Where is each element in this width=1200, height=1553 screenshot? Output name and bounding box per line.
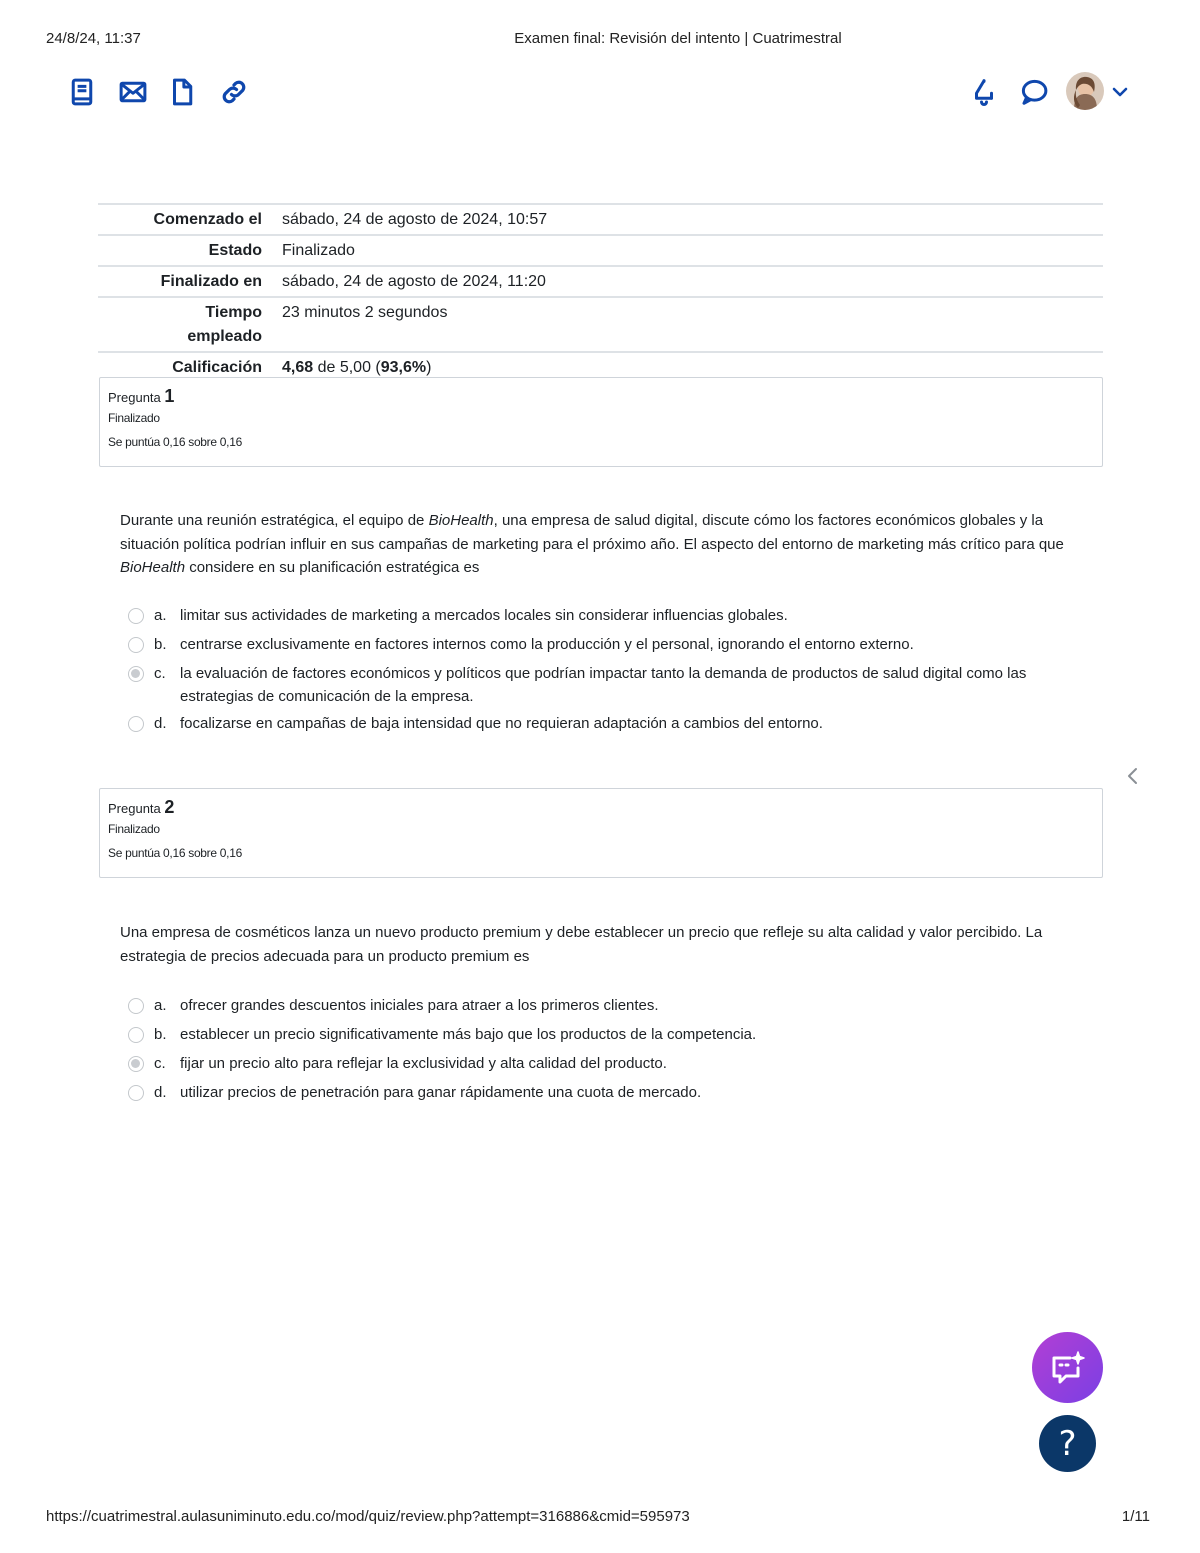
qtext-part: considere en su planificación estratégica es	[185, 559, 480, 576]
assistant-chat-button[interactable]	[1032, 1332, 1103, 1403]
attempt-summary-table	[98, 203, 1103, 382]
bell-icon[interactable]	[967, 75, 1001, 109]
question-label: Pregunta	[108, 801, 161, 816]
qtext-part: Durante una reunión estratégica, el equipo de	[120, 512, 429, 529]
grade-percent: 93,6%	[380, 359, 427, 376]
question-1-text	[120, 509, 1080, 580]
question-label: Pregunta	[108, 390, 161, 405]
summary-value: 23 minutos 2 segundos	[282, 304, 448, 321]
qtext-brand: BioHealth	[120, 559, 186, 576]
answer-radio[interactable]	[128, 1027, 144, 1043]
grade-score: 4,68	[282, 359, 314, 376]
answer-radio[interactable]	[128, 637, 144, 653]
question-2-text: Una empresa de cosméticos lanza un nuevo producto premium y debe establecer un precio que refleje su alta calidad y valor percibido. La estrategia de precios adecuada para un producto premium es	[120, 924, 1043, 965]
answer-option-selected	[128, 662, 1088, 708]
answer-option	[128, 1023, 1088, 1046]
question-grade: Se puntúa 0,16 sobre 0,16	[108, 846, 242, 860]
answer-radio[interactable]	[128, 998, 144, 1014]
answer-text: la evaluación de factores económicos y políticos que podrían impactar tanto la demanda de productos de salud digital como las estrategias de comunicación de la empresa.	[180, 665, 1027, 705]
print-footer	[0, 1506, 1200, 1528]
summary-label: Tiempo empleado	[187, 304, 262, 345]
chevron-left-icon[interactable]	[1124, 766, 1142, 786]
summary-row-time-taken	[98, 296, 1103, 351]
answer-letter: d.	[154, 1084, 167, 1101]
file-icon[interactable]	[165, 75, 199, 109]
print-header	[0, 28, 1200, 50]
summary-value: sábado, 24 de agosto de 2024, 11:20	[282, 273, 546, 290]
question-number	[108, 797, 1094, 818]
link-icon[interactable]	[217, 75, 251, 109]
answer-letter: c.	[154, 1055, 166, 1072]
print-title: Examen final: Revisión del intento | Cuatrimestral	[514, 30, 842, 47]
answer-option	[128, 633, 1088, 656]
grade-close: )	[426, 359, 432, 376]
summary-label: Comenzado el	[153, 211, 262, 228]
answer-letter: c.	[154, 665, 166, 682]
question-grade: Se puntúa 0,16 sobre 0,16	[108, 435, 242, 449]
summary-value: sábado, 24 de agosto de 2024, 10:57	[282, 211, 548, 228]
question-number	[108, 386, 1094, 407]
summary-label: Calificación	[172, 359, 262, 376]
grade-out-of: de 5,00 (	[313, 359, 381, 376]
question-1-answers	[128, 604, 1088, 735]
print-url: https://cuatrimestral.aulasuniminuto.edu.co/mod/quiz/review.php?attempt=316886&cmid=595973	[46, 1508, 690, 1525]
question-state: Finalizado	[108, 822, 160, 836]
answer-text: ofrecer grandes descuentos iniciales para atraer a los primeros clientes.	[180, 997, 659, 1014]
answer-option	[128, 1081, 1088, 1104]
question-2-info	[99, 788, 1103, 878]
print-datetime: 24/8/24, 11:37	[46, 30, 141, 47]
answer-text: centrarse exclusivamente en factores internos como la producción y el personal, ignorando el entorno externo.	[180, 636, 914, 653]
summary-label: Finalizado en	[160, 273, 262, 290]
summary-row-started	[98, 203, 1103, 234]
answer-letter: a.	[154, 607, 167, 624]
question-1-info	[99, 377, 1103, 467]
answer-letter: b.	[154, 1026, 167, 1043]
answer-text: focalizarse en campañas de baja intensidad que no requieran adaptación a cambios del entorno.	[180, 715, 823, 732]
answer-radio[interactable]	[128, 1085, 144, 1101]
question-state: Finalizado	[108, 411, 160, 425]
qtext-brand: BioHealth	[428, 512, 494, 529]
mail-icon[interactable]	[116, 75, 150, 109]
question-number-value: 1	[164, 386, 175, 406]
chat-bubble-icon[interactable]	[1017, 75, 1051, 109]
answer-text: establecer un precio significativamente más bajo que los productos de la competencia.	[180, 1026, 757, 1043]
answer-option	[128, 712, 1088, 735]
answer-text: utilizar precios de penetración para ganar rápidamente una cuota de mercado.	[180, 1084, 702, 1101]
help-question-icon: ?	[1058, 1423, 1077, 1464]
top-navbar	[0, 72, 1200, 116]
chat-sparkle-icon	[1048, 1348, 1088, 1388]
avatar[interactable]	[1066, 72, 1104, 110]
answer-letter: d.	[154, 715, 167, 732]
summary-value: Finalizado	[282, 242, 355, 259]
answer-text: limitar sus actividades de marketing a mercados locales sin considerar influencias globales.	[180, 607, 788, 624]
answer-letter: b.	[154, 636, 167, 653]
answer-letter: a.	[154, 997, 167, 1014]
answer-option-selected	[128, 1052, 1088, 1075]
help-button[interactable]	[1039, 1415, 1096, 1472]
question-2-answers	[128, 994, 1088, 1104]
print-page-number: 1/11	[1121, 1508, 1150, 1525]
summary-label: Estado	[208, 242, 262, 259]
book-icon[interactable]	[65, 75, 99, 109]
answer-radio-checked[interactable]	[128, 1056, 144, 1072]
chevron-down-icon[interactable]	[1110, 82, 1130, 102]
answer-radio[interactable]	[128, 716, 144, 732]
answer-radio-checked[interactable]	[128, 666, 144, 682]
qtext-part: , una empresa de salud digital, discute cómo los factores económicos globales y la situación política podrían influir en sus campañas de marketing para el próximo año. El aspecto del entorno de marketing más crítico para que	[120, 512, 1064, 553]
answer-radio[interactable]	[128, 608, 144, 624]
answer-text: fijar un precio alto para reflejar la exclusividad y alta calidad del producto.	[180, 1055, 667, 1072]
summary-row-finished	[98, 265, 1103, 296]
answer-option	[128, 994, 1088, 1017]
answer-option	[128, 604, 1088, 627]
question-number-value: 2	[164, 797, 175, 817]
summary-row-state	[98, 234, 1103, 265]
